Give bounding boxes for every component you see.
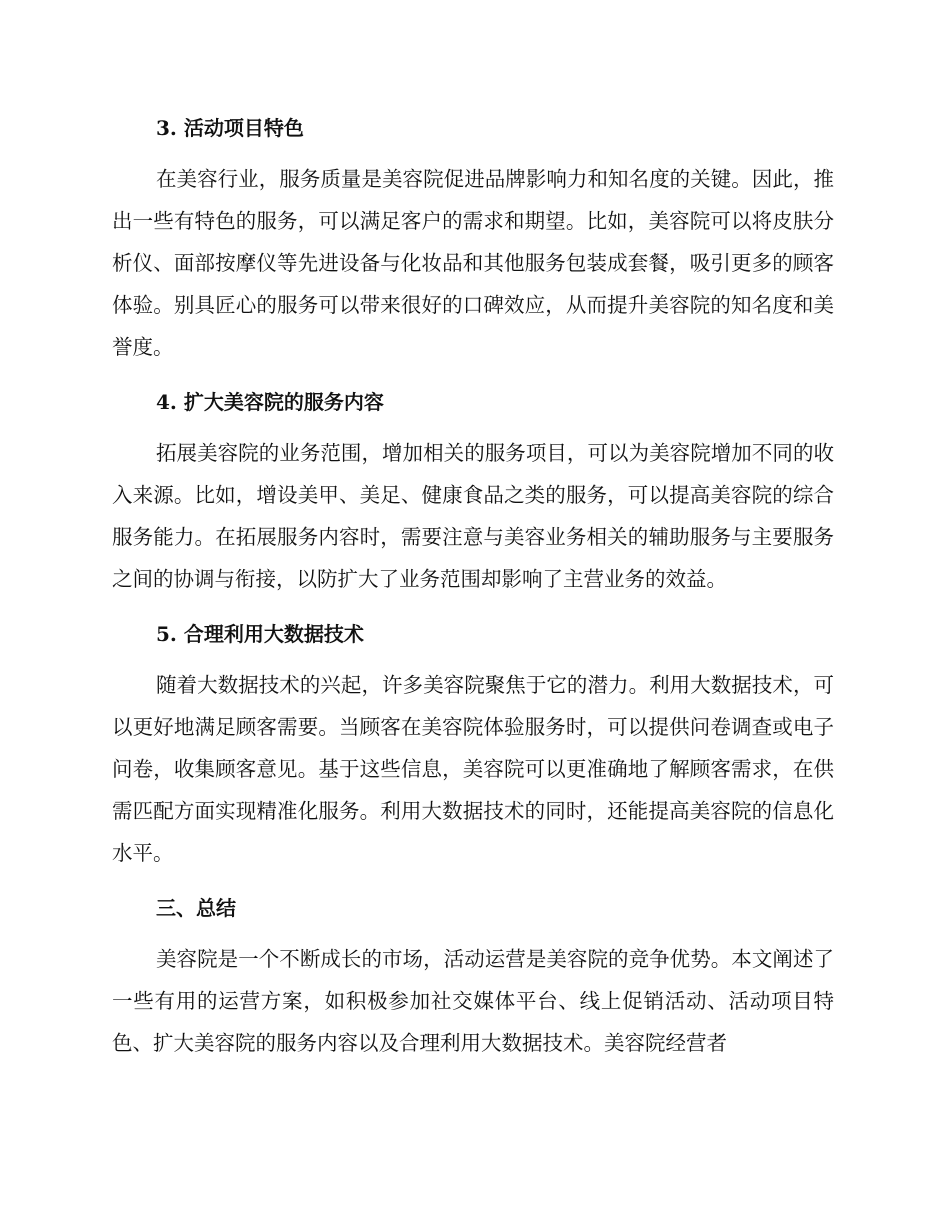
section-paragraph-expand-services: 拓展美容院的业务范围，增加相关的服务项目，可以为美容院增加不同的收入来源。比如，增设美甲、美足、健康食品之类的服务，可以提高美容院的综合服务能力。在拓展服务内容时，需要注意与美容业务相关的辅助服务与主要服务之间的协调与衔接，以防扩大了业务范围却影响了主营业务的效益。 — [112, 441, 834, 591]
section-paragraph-summary: 美容院是一个不断成长的市场，活动运营是美容院的竞争优势。本文阐述了一些有用的运营方案，如积极参加社交媒体平台、线上促销活动、活动项目特色、扩大美容院的服务内容以及合理利用大数据技术。美容院经营者 — [112, 947, 834, 1055]
section-heading-expand-services: 4. 扩大美容院的服务内容 — [156, 390, 384, 414]
document-body — [112, 108, 834, 1064]
section-paragraph-activity-features: 在美容行业，服务质量是美容院促进品牌影响力和知名度的关键。因此，推出一些有特色的服务，可以满足客户的需求和期望。比如，美容院可以将皮肤分析仪、面部按摩仪等先进设备与化妆品和其他服务包装成套餐，吸引更多的顾客体验。别具匠心的服务可以带来很好的口碑效应，从而提升美容院的知名度和美誉度。 — [112, 167, 834, 359]
section-paragraph-big-data: 随着大数据技术的兴起，许多美容院聚焦于它的潜力。利用大数据技术，可以更好地满足顾客需要。当顾客在美容院体验服务时，可以提供问卷调查或电子问卷，收集顾客意见。基于这些信息，美容院可以更准确地了解顾客需求，在供需匹配方面实现精准化服务。利用大数据技术的同时，还能提高美容院的信息化水平。 — [112, 673, 834, 865]
section-heading-summary: 三、总结 — [156, 896, 236, 920]
section-heading-big-data: 5. 合理利用大数据技术 — [156, 622, 364, 646]
section-heading-activity-features: 3. 活动项目特色 — [156, 116, 304, 140]
